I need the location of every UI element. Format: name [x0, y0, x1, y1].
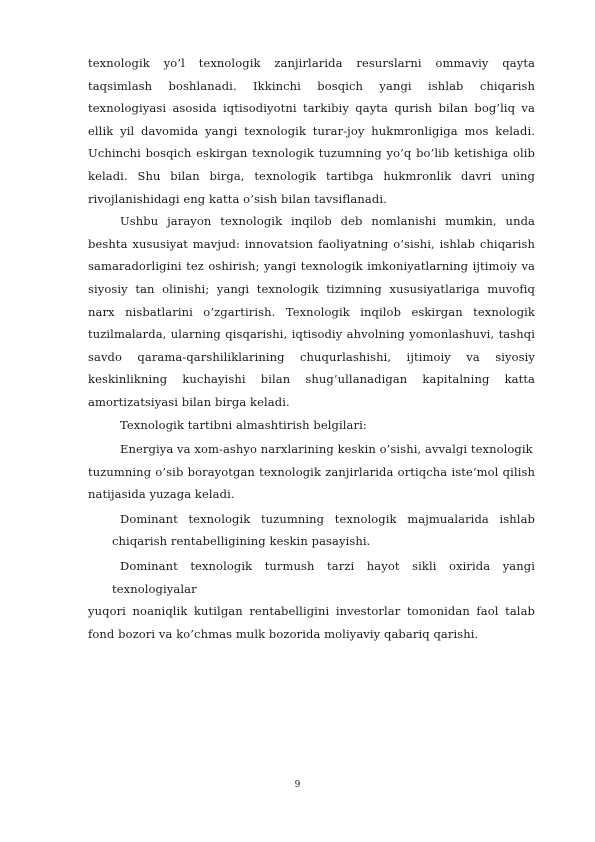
sign-lead: Dominant texnologik turmush tarzi hayot sikli oxirida yangi texnologiyalar	[112, 559, 535, 596]
document-page	[88, 52, 535, 645]
sign-lead: Energiya va xom-ashyo narxlarining keskin o’sishi, avvalgi texnologik	[120, 442, 533, 457]
paragraph-stages: texnologik yo’l texnologik zanjirlarida resurslarni ommaviy qayta taqsimlash boshlanadi. Ikkinchi bosqich yangi ishlab chiqarish texnologiyasi asosida iqtisodiyotni tarkibiy qayta qurish bilan bog’liq va ellik yil davomida yangi texnologik turar-joy hukmronligiga mos keladi. Uchinchi bosqich eskirgan texnologik tuzumning yo’q bo’lib ketishiga olib keladi. Shu bilan birga, texnologik tartibga hukmronlik davri uning rivojlanishidagi eng katta o’sish bilan tavsiflanadi.	[88, 56, 535, 206]
sign-continuation: tuzumning o’sib borayotgan texnologik zanjirlarida ortiqcha iste‘mol qilish natijasida yuzaga keladi.	[88, 464, 535, 502]
sign-item	[88, 555, 535, 645]
sign-lead: Dominant texnologik tuzumning texnologik majmualarida ishlab chiqarish rentabelligining keskin pasayishi.	[112, 511, 535, 549]
sign-item	[88, 438, 535, 506]
signs-heading: Texnologik tartibni almashtirish belgilari:	[120, 417, 367, 432]
sign-continuation: yuqori noaniqlik kutilgan rentabelligini investorlar tomonidan faol talab fond bozori va ko’chmas mulk bozorida moliyaviy qabariq qarishi.	[88, 604, 535, 641]
page-number: 9	[294, 780, 301, 790]
sign-item	[88, 508, 535, 553]
paragraph-technological-revolution: Ushbu jarayon texnologik inqilob deb nomlanishi mumkin, unda beshta xususiyat mavjud: innovatsion faoliyatning o’sishi, ishlab chiqarish samaradorligini tez oshirish; yangi texnologik imkoniyatlarning ijtimoiy va siyosiy tan olinishi; yangi texnologik tizimning xususiyatlariga muvofiq narx nisbatlarini o’zgartirish. Texnologik inqilob eskirgan texnologik tuzilmalarda, ularning qisqarishi, iqtisodiy ahvolning yomonlashuvi, tashqi savdo qarama-qarshiliklarining chuqurlashishi, ijtimoiy va siyosiy keskinlikning kuchayishi bilan shug’ullanadigan kapitalning katta amortizatsiyasi bilan birga keladi.	[88, 214, 535, 409]
